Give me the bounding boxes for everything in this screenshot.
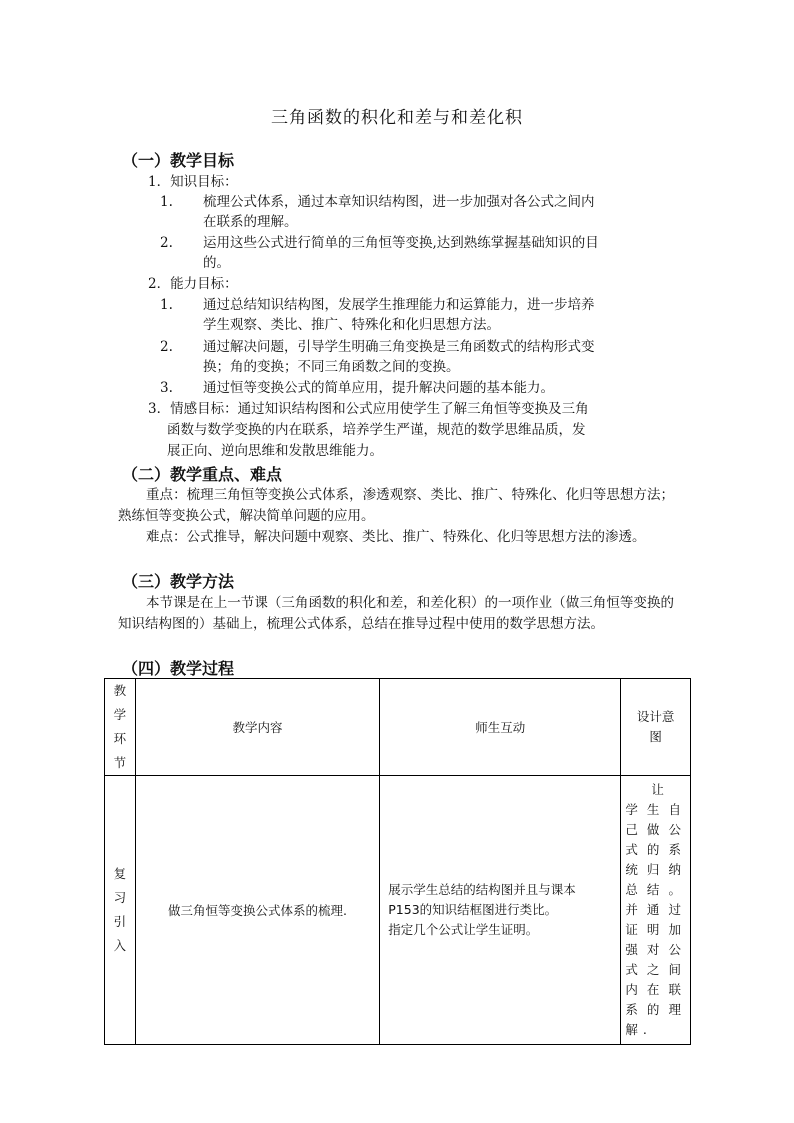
list-item-number: 2. [160,235,173,251]
knowledge-goal-label: 1．知识目标： [148,174,238,190]
header-cell [105,679,136,776]
list-item-text: 的。 [203,255,230,271]
list-item-text: 通过解决问题，引导学生明确三角变换是三角函数式的结构形式变 [203,339,595,355]
method-paragraph: 本节课是在上一节课（三角函数的积化和差，和差化积）的一项作业（做三角恒等变换的知识结构图的）基础上，梳理公式体系，总结在推导过程中使用的数学思想方法。 [118,595,674,632]
section-heading-process: （四）教学过程 [122,659,235,678]
section-heading-key-points: （二）教学重点、难点 [122,465,283,484]
design-cell [621,776,691,1045]
emotion-goal-text: 3．情感目标：通过知识结构图和公式应用使学生了解三角恒等变换及三角 [148,401,589,417]
header-design: 设计意图 [636,709,675,744]
interaction-text: 展示学生总结的结构图并且与课本 [388,882,576,897]
interaction-text: P153的知识结框图进行类比。 [388,902,558,917]
section-heading-objectives: （一）教学目标 [122,151,235,170]
list-item-text: 运用这些公式进行简单的三角恒等变换,达到熟练掌握基础知识的目 [203,235,599,251]
interaction-text: 指定几个公式让学生证明。 [388,922,539,937]
list-item-text: 换；角的变换；不同三角函数之间的变换。 [203,359,460,375]
section-heading-method: （三）教学方法 [122,572,235,591]
stage-text: 复习引入 [113,866,127,953]
list-item-number: 1. [160,297,173,313]
list-item-text: 通过总结知识结构图，发展学生推理能力和运算能力，进一步培养 [203,297,595,313]
list-item-text: 学生观察、类比、推广、特殊化和化归思想方法。 [203,317,500,333]
stage-cell [105,776,136,1045]
table-header-row [105,679,691,776]
list-item-text: 在联系的理解。 [203,214,298,230]
ability-goal-label: 2．能力目标： [148,276,238,292]
list-item-number: 3. [160,380,173,396]
interaction-cell [380,776,621,1045]
list-item-text: 梳理公式体系，通过本章知识结构图，进一步加强对各公式之间内 [203,194,595,210]
header-cell [380,679,621,776]
header-cell [135,679,380,776]
emotion-goal-text: 展正向、逆向思维和发散思维能力。 [167,443,383,459]
header-interaction: 师生互动 [475,720,526,735]
header-content: 教学内容 [232,720,283,735]
list-item-text: 通过恒等变换公式的简单应用，提升解决问题的基本能力。 [203,380,554,396]
document-title: 三角函数的积化和差与和差化积 [271,108,523,128]
list-item-number: 2. [160,339,173,355]
difficulty-paragraph: 难点：公式推导，解决问题中观察、类比、推广、特殊化、化归等思想方法的渗透。 [146,529,646,545]
list-item-number: 1. [160,194,173,210]
emotion-goal-text: 函数与数学变换的内在联系，培养学生严谨，规范的数学思维品质，发 [167,422,586,438]
header-cell [621,679,691,776]
key-point-paragraph: 重点：梳理三角恒等变换公式体系，渗透观察、类比、推广、特殊化、化归等思想方法；熟练恒等变换公式，解决简单问题的应用。 [118,487,674,524]
content-cell [135,776,380,1045]
teaching-process-table [104,678,691,1045]
header-stage: 教学环节 [113,683,127,770]
content-text: 做三角恒等变换公式体系的梳理. [167,903,347,918]
table-row [105,776,691,1045]
design-text: 让学生自己做公式的系统归纳总结。并通过证明加强对公式之间内在联系的理解. [625,782,686,1037]
